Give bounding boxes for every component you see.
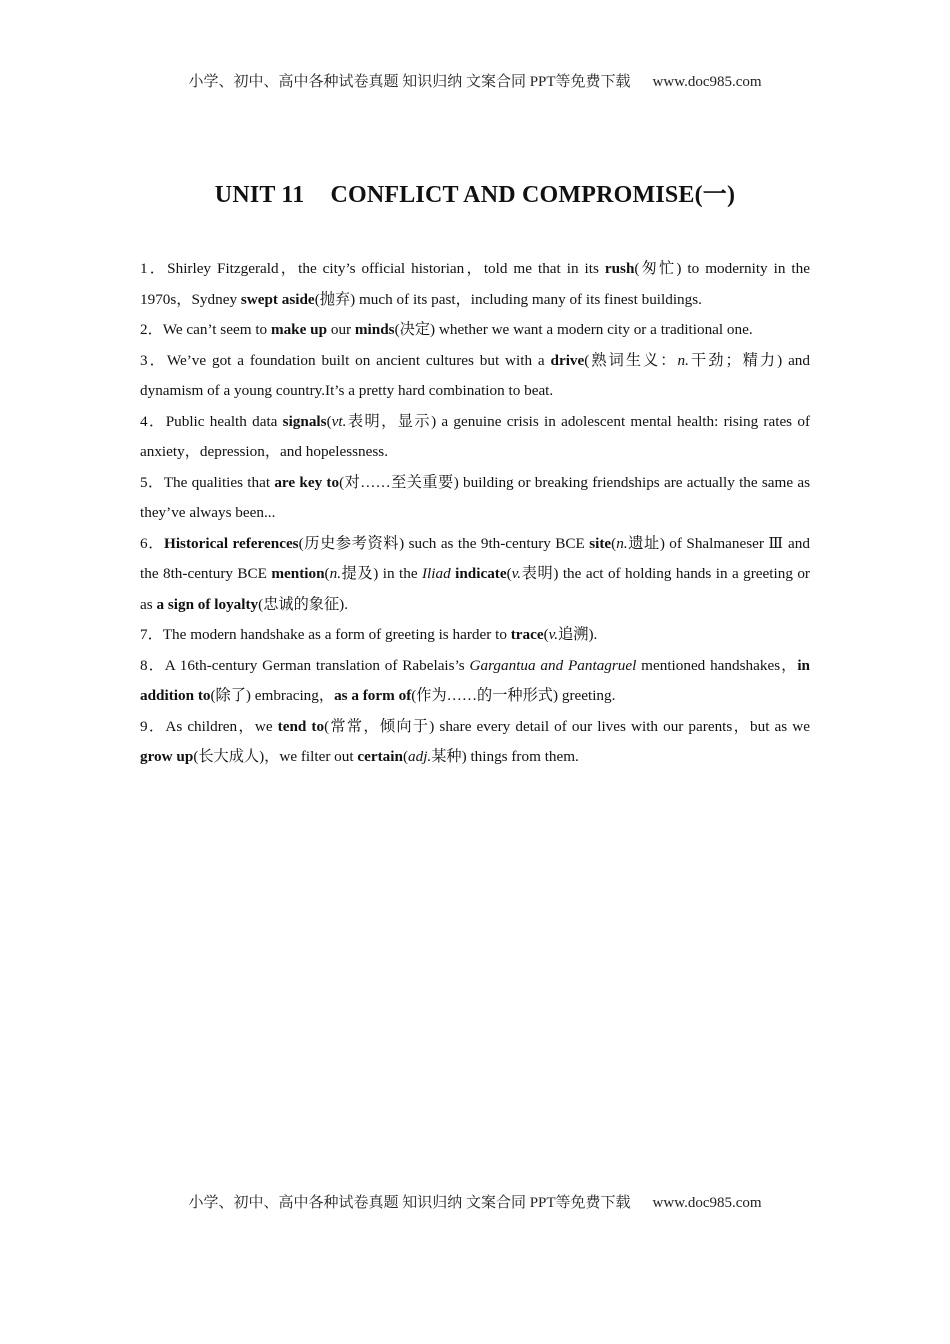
header-site-link[interactable]: www.doc985.com — [652, 74, 762, 90]
keyword: tend to — [277, 717, 325, 735]
sentence-1: 1．Shirley Fitzgerald，the city’s official historian，told me that in its rush(匆忙) to modernity in the 1970s，Sydney swept aside(抛弃) much of its past，including many of its finest buildings. — [140, 260, 810, 308]
keyword: are key to — [274, 473, 340, 491]
title-name: CONFLICT AND COMPROMISE(一) — [330, 182, 736, 208]
keyword: a sign of loyalty — [156, 595, 259, 613]
keyword: trace — [510, 626, 544, 643]
sentence-6: 6．Historical references(历史参考资料) such as the 9th-century BCE site(n.遗址) of Shalmaneser Ⅲ and the 8th-century BCE mention(n.提及) in the Iliad indicate(v.表明) the act of holding hands in a greeting or as a sign of loyalty(忠诚的象征). — [140, 534, 810, 613]
keyword: make up — [270, 321, 328, 338]
page-header — [0, 70, 950, 91]
keyword: signals — [282, 412, 327, 430]
keyword: grow up — [140, 748, 194, 765]
keyword: site — [589, 534, 612, 552]
title-unit: UNIT 11 — [214, 182, 305, 208]
sentence-list — [140, 254, 810, 773]
sentence-2: 2．We can’t seem to make up our minds(决定) whether we want a modern city or a traditional one. — [140, 321, 753, 338]
page-footer — [0, 1191, 950, 1212]
footer-site-link[interactable]: www.doc985.com — [652, 1195, 762, 1211]
keyword: minds — [354, 321, 395, 338]
sentence-9: 9．As children，we tend to(常常，倾向于) share every detail of our lives with our parents，but as we grow up(长大成人)，we filter out certain(adj.某种) things from them. — [140, 717, 810, 765]
sentence-4: 4．Public health data signals(vt.表明，显示) a genuine crisis in adolescent mental health: rising rates of anxiety，depression，and hopelessness. — [140, 412, 810, 460]
keyword: rush — [604, 260, 635, 277]
header-text: 小学、初中、高中各种试卷真题 知识归纳 文案合同 PPT等免费下载 — [188, 74, 631, 90]
page-title — [0, 174, 950, 209]
footer-text: 小学、初中、高中各种试卷真题 知识归纳 文案合同 PPT等免费下载 — [188, 1195, 631, 1211]
sentence-8: 8．A 16th-century German translation of Rabelais’s Gargantua and Pantagruel mentioned handshakes，in addition to(除了) embracing，as a form of(作为……的一种形式) greeting. — [140, 656, 810, 704]
sentence-3: 3．We’ve got a foundation built on ancient cultures but with a drive(熟词生义：n.干劲；精力) and dynamism of a young country.It’s a pretty hard combination to beat. — [140, 351, 810, 399]
sentence-7: 7．The modern handshake as a form of greeting is harder to trace(v.追溯). — [140, 626, 598, 643]
keyword: in addition to — [140, 656, 810, 704]
sentence-5: 5．The qualities that are key to(对……至关重要) building or breaking friendships are actually the same as they’ve always been... — [140, 473, 811, 521]
keyword: as a form of — [334, 687, 412, 704]
keyword: certain — [357, 748, 403, 765]
keyword: mention — [271, 565, 325, 582]
keyword: swept aside — [240, 290, 315, 308]
keyword: indicate — [455, 565, 507, 582]
keyword: Historical references — [164, 534, 299, 552]
keyword: drive — [550, 351, 585, 369]
